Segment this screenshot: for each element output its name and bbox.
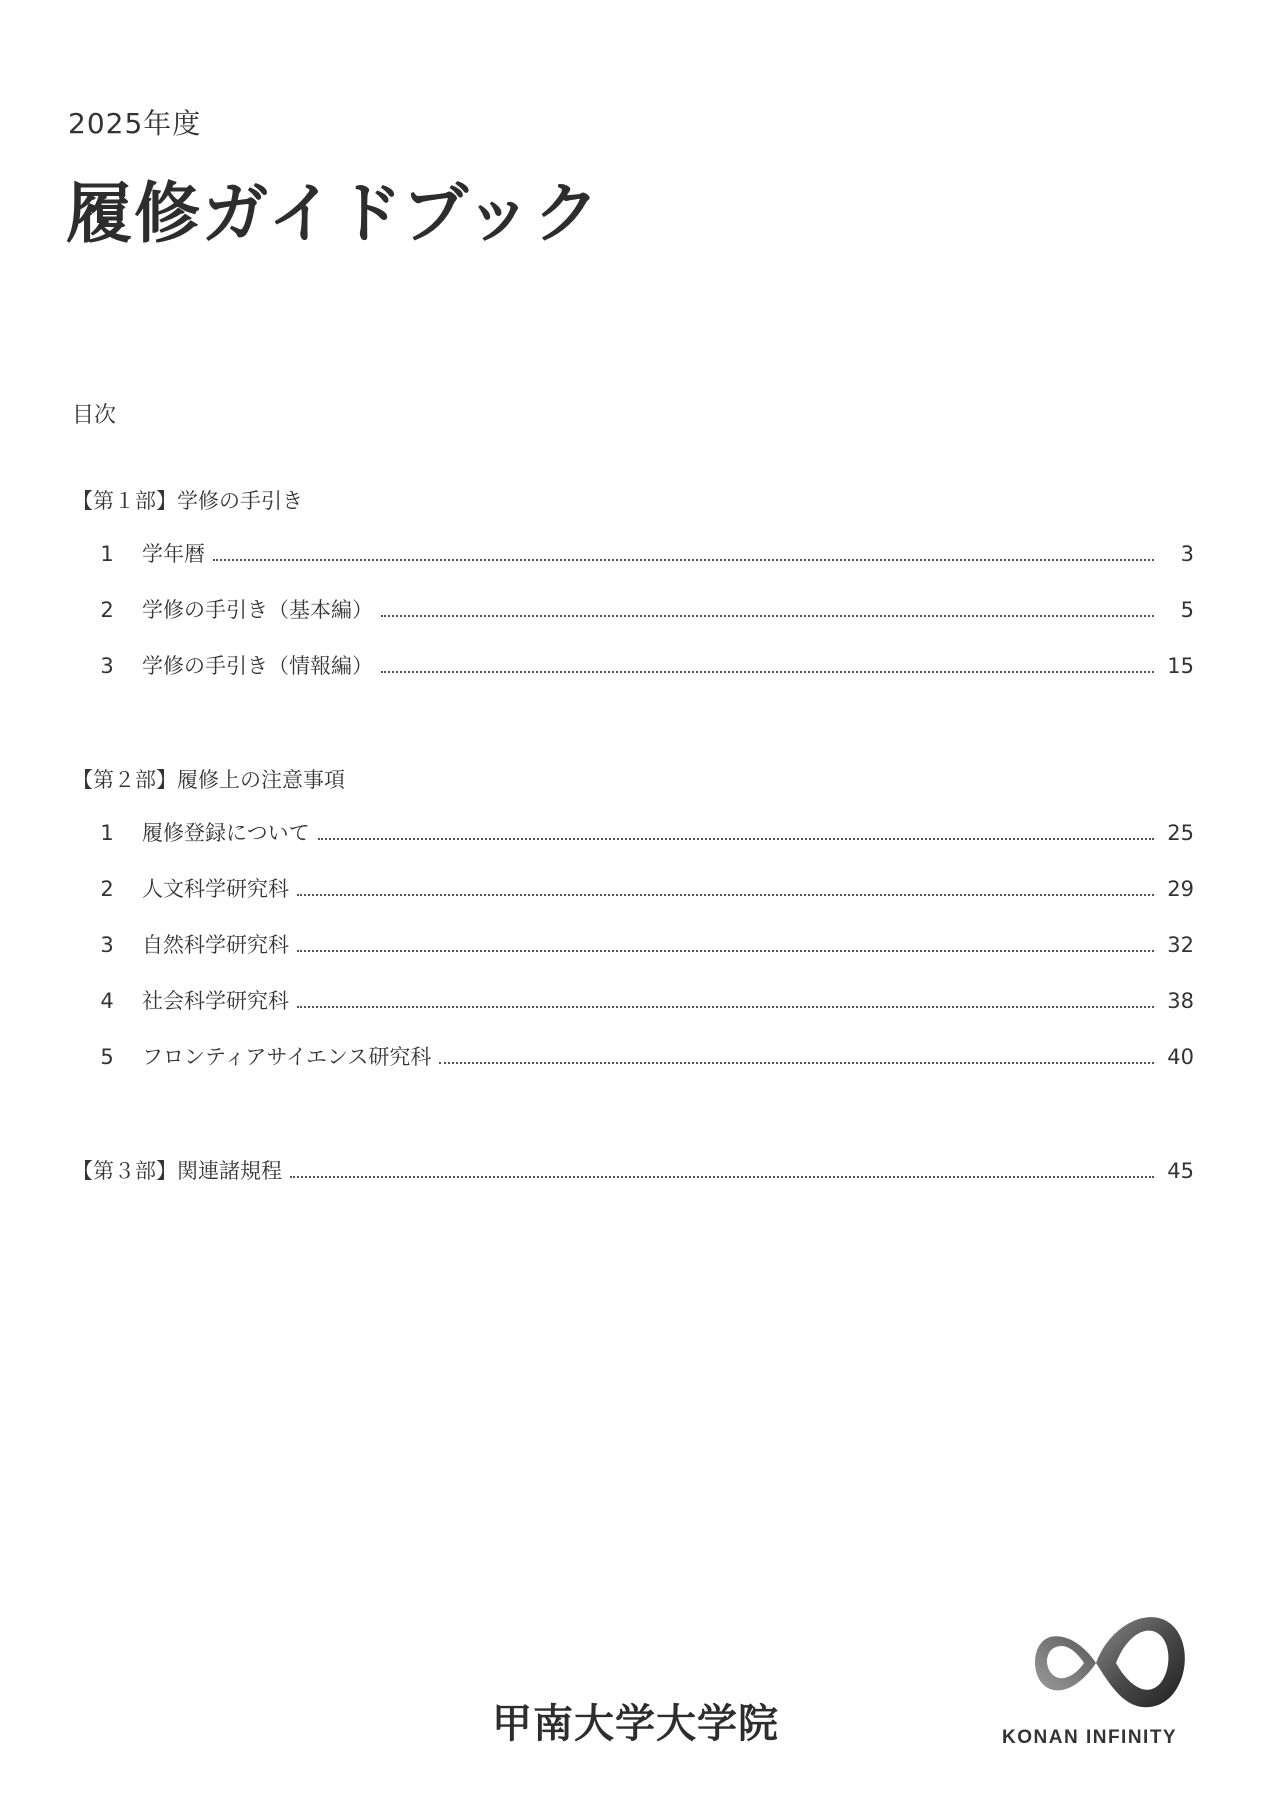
toc-entry-1-1[interactable] [72,538,1194,568]
toc-entry-number: 2 [100,598,114,622]
toc-entry-2-1[interactable] [72,817,1194,847]
toc-entry-label: 学修の手引き（情報編） [142,654,373,678]
toc-entry-number: 3 [100,933,114,957]
dot-leader [381,670,1154,673]
toc-entry-label: 人文科学研究科 [142,877,289,901]
toc-entry-number: 2 [100,877,114,901]
toc-entry-label: 社会科学研究科 [142,989,289,1013]
toc-entry-2-3[interactable] [72,929,1194,959]
toc-part-2-title: 【第２部】履修上の注意事項 [72,768,345,792]
toc-entry-page: 15 [1167,654,1194,678]
toc-part-1-title: 【第１部】学修の手引き [72,489,303,513]
university-name: 甲南大学大学院 [492,1701,779,1747]
toc-entry-number: 5 [100,1045,114,1069]
dot-leader [213,558,1154,561]
infinity-logo-icon [1000,1585,1200,1735]
dot-leader [318,837,1154,840]
dot-leader [439,1061,1154,1064]
dot-leader [297,949,1154,952]
toc-entry-label: フロンティアサイエンス研究科 [142,1045,432,1069]
toc-entry-number: 3 [100,654,114,678]
toc-entry-label: 学修の手引き（基本編） [142,598,373,622]
toc-entry-label: 学年暦 [142,542,205,566]
toc-entry-page: 40 [1167,1045,1194,1069]
toc-entry-2-5[interactable] [72,1041,1194,1071]
document-title: 履修ガイドブック [66,175,602,252]
toc-entry-2-2[interactable] [72,873,1194,903]
dot-leader [381,614,1154,617]
dot-leader [297,1005,1154,1008]
toc-heading: 目次 [72,403,117,428]
toc-entry-label: 履修登録について [142,821,310,845]
toc-entry-page: 29 [1167,877,1194,901]
toc-entry-1-3[interactable] [72,650,1194,680]
document-year: 2025年度 [68,107,202,140]
toc-entry-label: 自然科学研究科 [142,933,289,957]
toc-entry-2-4[interactable] [72,985,1194,1015]
dot-leader [290,1175,1154,1178]
toc-entry-page: 5 [1180,598,1194,622]
toc-entry-number: 1 [100,821,114,845]
toc-entry-number: 4 [100,989,114,1013]
toc-entry-page: 45 [1167,1159,1194,1183]
toc-entry-page: 38 [1167,989,1194,1013]
logo-text: KONAN INFINITY [1002,1727,1178,1748]
toc-entry-page: 25 [1167,821,1194,845]
toc-entry-page: 3 [1180,542,1194,566]
toc-entry-1-2[interactable] [72,594,1194,624]
toc-part-3-title: 【第３部】関連諸規程 [72,1159,282,1183]
toc-entry-page: 32 [1167,933,1194,957]
dot-leader [297,893,1154,896]
toc-part-3-entry[interactable] [72,1155,1194,1185]
toc-entry-number: 1 [100,542,114,566]
